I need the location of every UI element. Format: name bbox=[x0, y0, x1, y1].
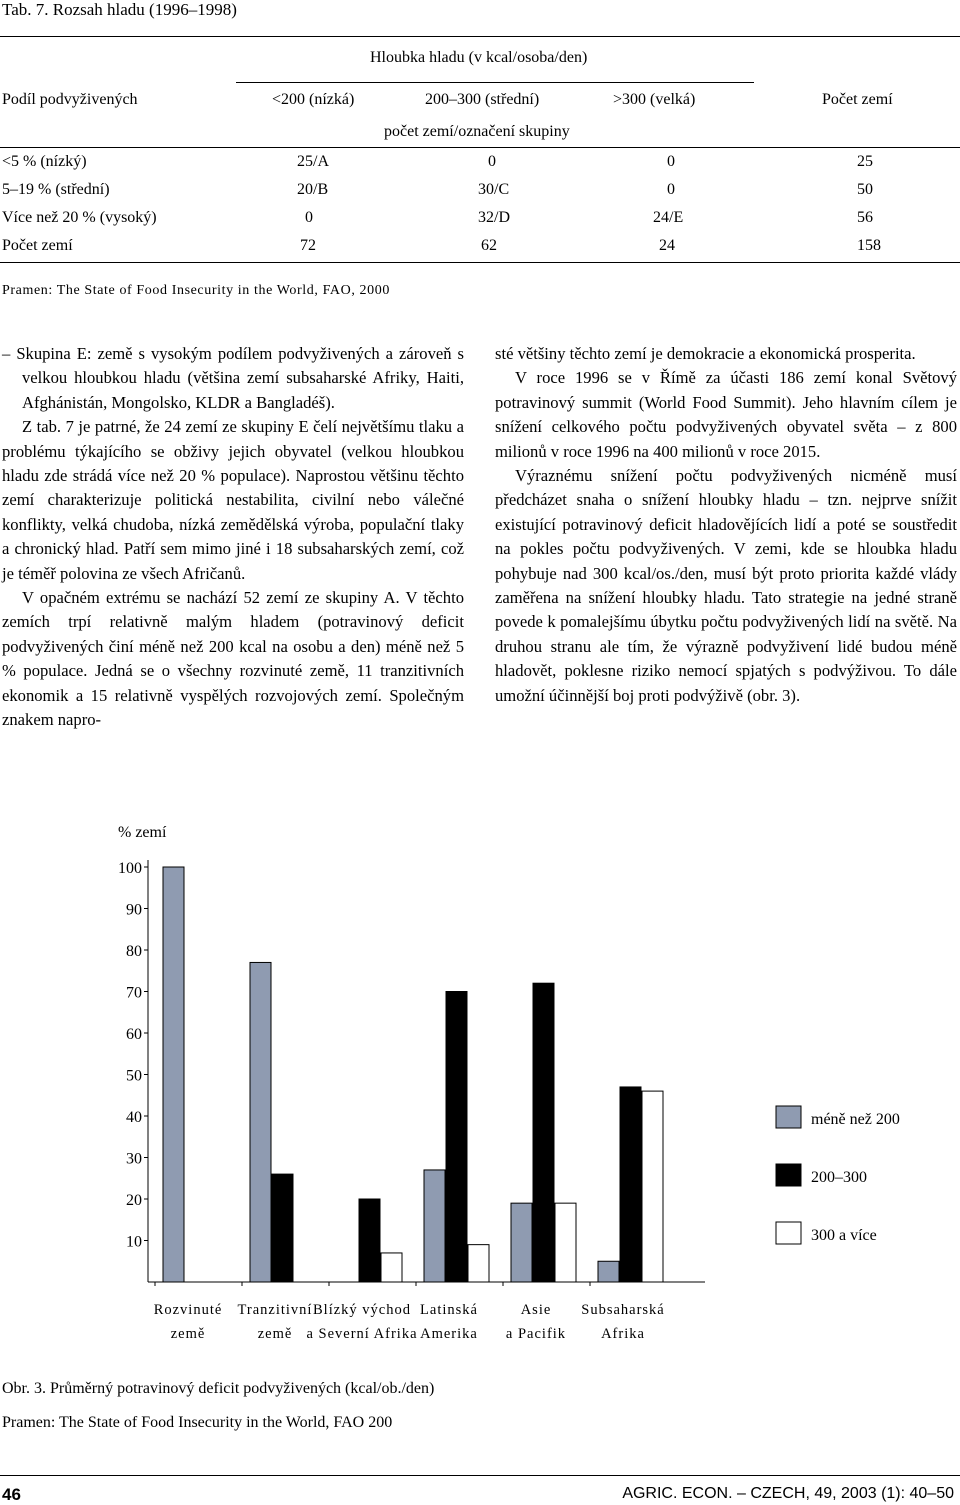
paragraph: V roce 1996 se v Římě za účasti 186 zemí konal Světový potravinový summit (World Food Summit). Jeho hlavním cílem je snížení celkového počtu podvyživených obyvatel světa – z 800 milionů v roce 1996 na 400 milionů v roce 2015. bbox=[495, 368, 957, 461]
page-number: 46 bbox=[2, 1485, 21, 1504]
bar bbox=[533, 983, 554, 1282]
legend-swatch bbox=[776, 1164, 801, 1186]
y-tick-label: 80 bbox=[126, 943, 142, 960]
y-tick-label: 90 bbox=[126, 901, 142, 919]
y-tick-label: 10 bbox=[126, 1233, 142, 1251]
row-label: 5–19 % (střední) bbox=[2, 181, 110, 198]
bar bbox=[250, 962, 271, 1282]
x-tick-label: Blízký východ bbox=[313, 1302, 411, 1318]
cell-mid: 32/D bbox=[478, 209, 510, 226]
row-label: Více než 20 % (vysoký) bbox=[2, 209, 157, 226]
cell-mid: 30/C bbox=[478, 181, 510, 198]
body-right-column bbox=[495, 342, 957, 708]
y-axis-label: % zemí bbox=[118, 824, 167, 841]
y-tick-label: 20 bbox=[126, 1192, 142, 1209]
y-tick-label: 50 bbox=[126, 1067, 142, 1085]
table-group-header: Hloubka hladu (v kcal/osoba/den) bbox=[370, 49, 588, 66]
x-tick-label: země bbox=[257, 1326, 293, 1342]
table-header-rule bbox=[0, 147, 960, 148]
legend-label: 300 a více bbox=[811, 1227, 877, 1244]
bar bbox=[555, 1203, 576, 1282]
x-tick-label: Rozvinuté bbox=[153, 1302, 223, 1318]
bar bbox=[468, 1245, 489, 1282]
cell-high: 24 bbox=[659, 237, 675, 254]
cell-count: 25 bbox=[857, 153, 873, 170]
figure-caption: Obr. 3. Průměrný potravinový deficit podvyživených (kcal/ob./den) bbox=[2, 1380, 435, 1397]
table-sub-header: počet zemí/označení skupiny bbox=[384, 123, 570, 140]
x-tick-label: Asie bbox=[520, 1302, 552, 1318]
cell-high: 0 bbox=[667, 181, 675, 198]
bar bbox=[424, 1170, 445, 1282]
cell-low: 20/B bbox=[297, 181, 329, 198]
table-top-rule bbox=[0, 36, 960, 37]
bar-chart bbox=[0, 810, 960, 1350]
bar bbox=[642, 1091, 663, 1282]
x-tick-label: Latinská bbox=[420, 1302, 478, 1318]
cell-high: 24/E bbox=[653, 209, 684, 226]
paragraph: sté většiny těchto zemí je demokracie a ekonomická prosperita. bbox=[495, 344, 916, 363]
y-tick-label: 30 bbox=[126, 1150, 142, 1168]
cell-high: 0 bbox=[667, 153, 675, 170]
body-left-column bbox=[2, 342, 464, 733]
table-col-mid: 200–300 (střední) bbox=[425, 91, 540, 108]
x-tick-label: Tranzitivní bbox=[237, 1302, 313, 1318]
bar bbox=[163, 867, 184, 1282]
row-label: <5 % (nízký) bbox=[2, 153, 87, 170]
paragraph: Výraznému snížení počtu podvyživených nicméně musí předcházet snaha o snížení hloubky hladu – tzn. nejprve snížit existující potravinový deficit hladovějících lidí a poté se soustředit na pokles počtu podvyživených. V zemi, kde se hloubka hladu pohybuje nad 300 kcal/os./den, musí být proto priorita každé vlády zaměřena na snížení hloubky hladu. Tato strategie na jedné straně povede k pomalejšímu úbytku počtu podvyživených lidí na světě. Na druhou stranu ale tím, že výrazně podvyživení lidé budou méně hladovět, poklesne riziko nemocí spjatých s podvýživou. To dále umožní účinnější boj proti podvýživě (obr. 3). bbox=[495, 466, 957, 705]
group-header-rule bbox=[236, 82, 754, 83]
figure-source: Pramen: The State of Food Insecurity in the World, FAO 200 bbox=[2, 1414, 393, 1431]
paragraph: Z tab. 7 je patrné, že 24 zemí ze skupiny E čelí největšímu tlaku a problému týkajícího se obživy jejich obyvatel (velkou hloubkou hladu zde strádá více než 20 % populace). Naprostou většinu těchto zemí charakterizuje politická nestabilita, civilní nebo válečné konflikty, velká chudoba, nízká zemědělská výroba, populační tlaky a chronický hlad. Patří sem mimo jiné i 18 subsaharských zemí, což je téměř polovina ze všech Afričanů. bbox=[2, 417, 464, 583]
paragraph: – Skupina E: země s vysokým podílem podvyživených a zároveň s velkou hloubkou hladu (většina zemí subsaharské Afriky, Haiti, Afghánistán, Mongolsko, KLDR a Bangladéš). bbox=[2, 344, 464, 412]
cell-count: 56 bbox=[857, 209, 873, 226]
table-col-high: >300 (velká) bbox=[613, 91, 696, 108]
paragraph: V opačném extrému se nachází 52 zemí ze skupiny A. V těchto zemích trpí relativně malým hladem (potravinový deficit podvyživených činí méně než 200 kcal na osobu a den) méně než 5 % populace. Jedná se o všechny rozvinuté země, 11 tranzitivních ekonomik a 15 relativně vyspělých rozvojových zemí. Společným znakem napro- bbox=[2, 588, 464, 730]
cell-count: 158 bbox=[857, 237, 881, 254]
cell-mid: 0 bbox=[488, 153, 496, 170]
y-tick-label: 40 bbox=[126, 1109, 142, 1126]
x-tick-label: země bbox=[170, 1326, 206, 1342]
bar bbox=[359, 1199, 380, 1282]
x-tick-label: Afrika bbox=[601, 1326, 645, 1342]
footer-rule bbox=[0, 1475, 960, 1476]
table-col-count: Počet zemí bbox=[822, 91, 893, 108]
x-tick-label: Amerika bbox=[420, 1326, 478, 1342]
bar bbox=[620, 1087, 641, 1282]
bar bbox=[381, 1253, 402, 1282]
cell-low: 72 bbox=[300, 237, 316, 254]
table-source: Pramen: The State of Food Insecurity in the World, FAO, 2000 bbox=[2, 283, 390, 298]
legend-label: 200–300 bbox=[811, 1169, 867, 1186]
legend-label: méně než 200 bbox=[811, 1111, 900, 1128]
table-col-low: <200 (nízká) bbox=[272, 91, 355, 108]
cell-mid: 62 bbox=[481, 237, 497, 254]
bar bbox=[446, 992, 467, 1283]
bar bbox=[272, 1174, 293, 1282]
y-tick-label: 100 bbox=[118, 860, 142, 877]
journal-citation: AGRIC. ECON. – CZECH, 49, 2003 (1): 40–50 bbox=[622, 1485, 954, 1502]
y-tick-label: 60 bbox=[126, 1026, 142, 1043]
cell-count: 50 bbox=[857, 181, 873, 198]
x-tick-label: Subsaharská bbox=[581, 1302, 665, 1318]
cell-low: 0 bbox=[305, 209, 313, 226]
bar bbox=[511, 1203, 532, 1282]
legend-swatch bbox=[776, 1222, 801, 1244]
table-bottom-rule bbox=[0, 262, 960, 263]
cell-low: 25/A bbox=[297, 153, 329, 170]
x-tick-label: a Severní Afrika bbox=[306, 1326, 418, 1342]
legend-swatch bbox=[776, 1106, 801, 1128]
table-caption: Tab. 7. Rozsah hladu (1996–1998) bbox=[2, 0, 237, 19]
row-label: Počet zemí bbox=[2, 237, 73, 254]
x-tick-label: a Pacifik bbox=[505, 1326, 567, 1342]
bar bbox=[598, 1261, 619, 1282]
y-tick-label: 70 bbox=[126, 984, 142, 1002]
table-row-header: Podíl podvyživených bbox=[2, 91, 138, 108]
